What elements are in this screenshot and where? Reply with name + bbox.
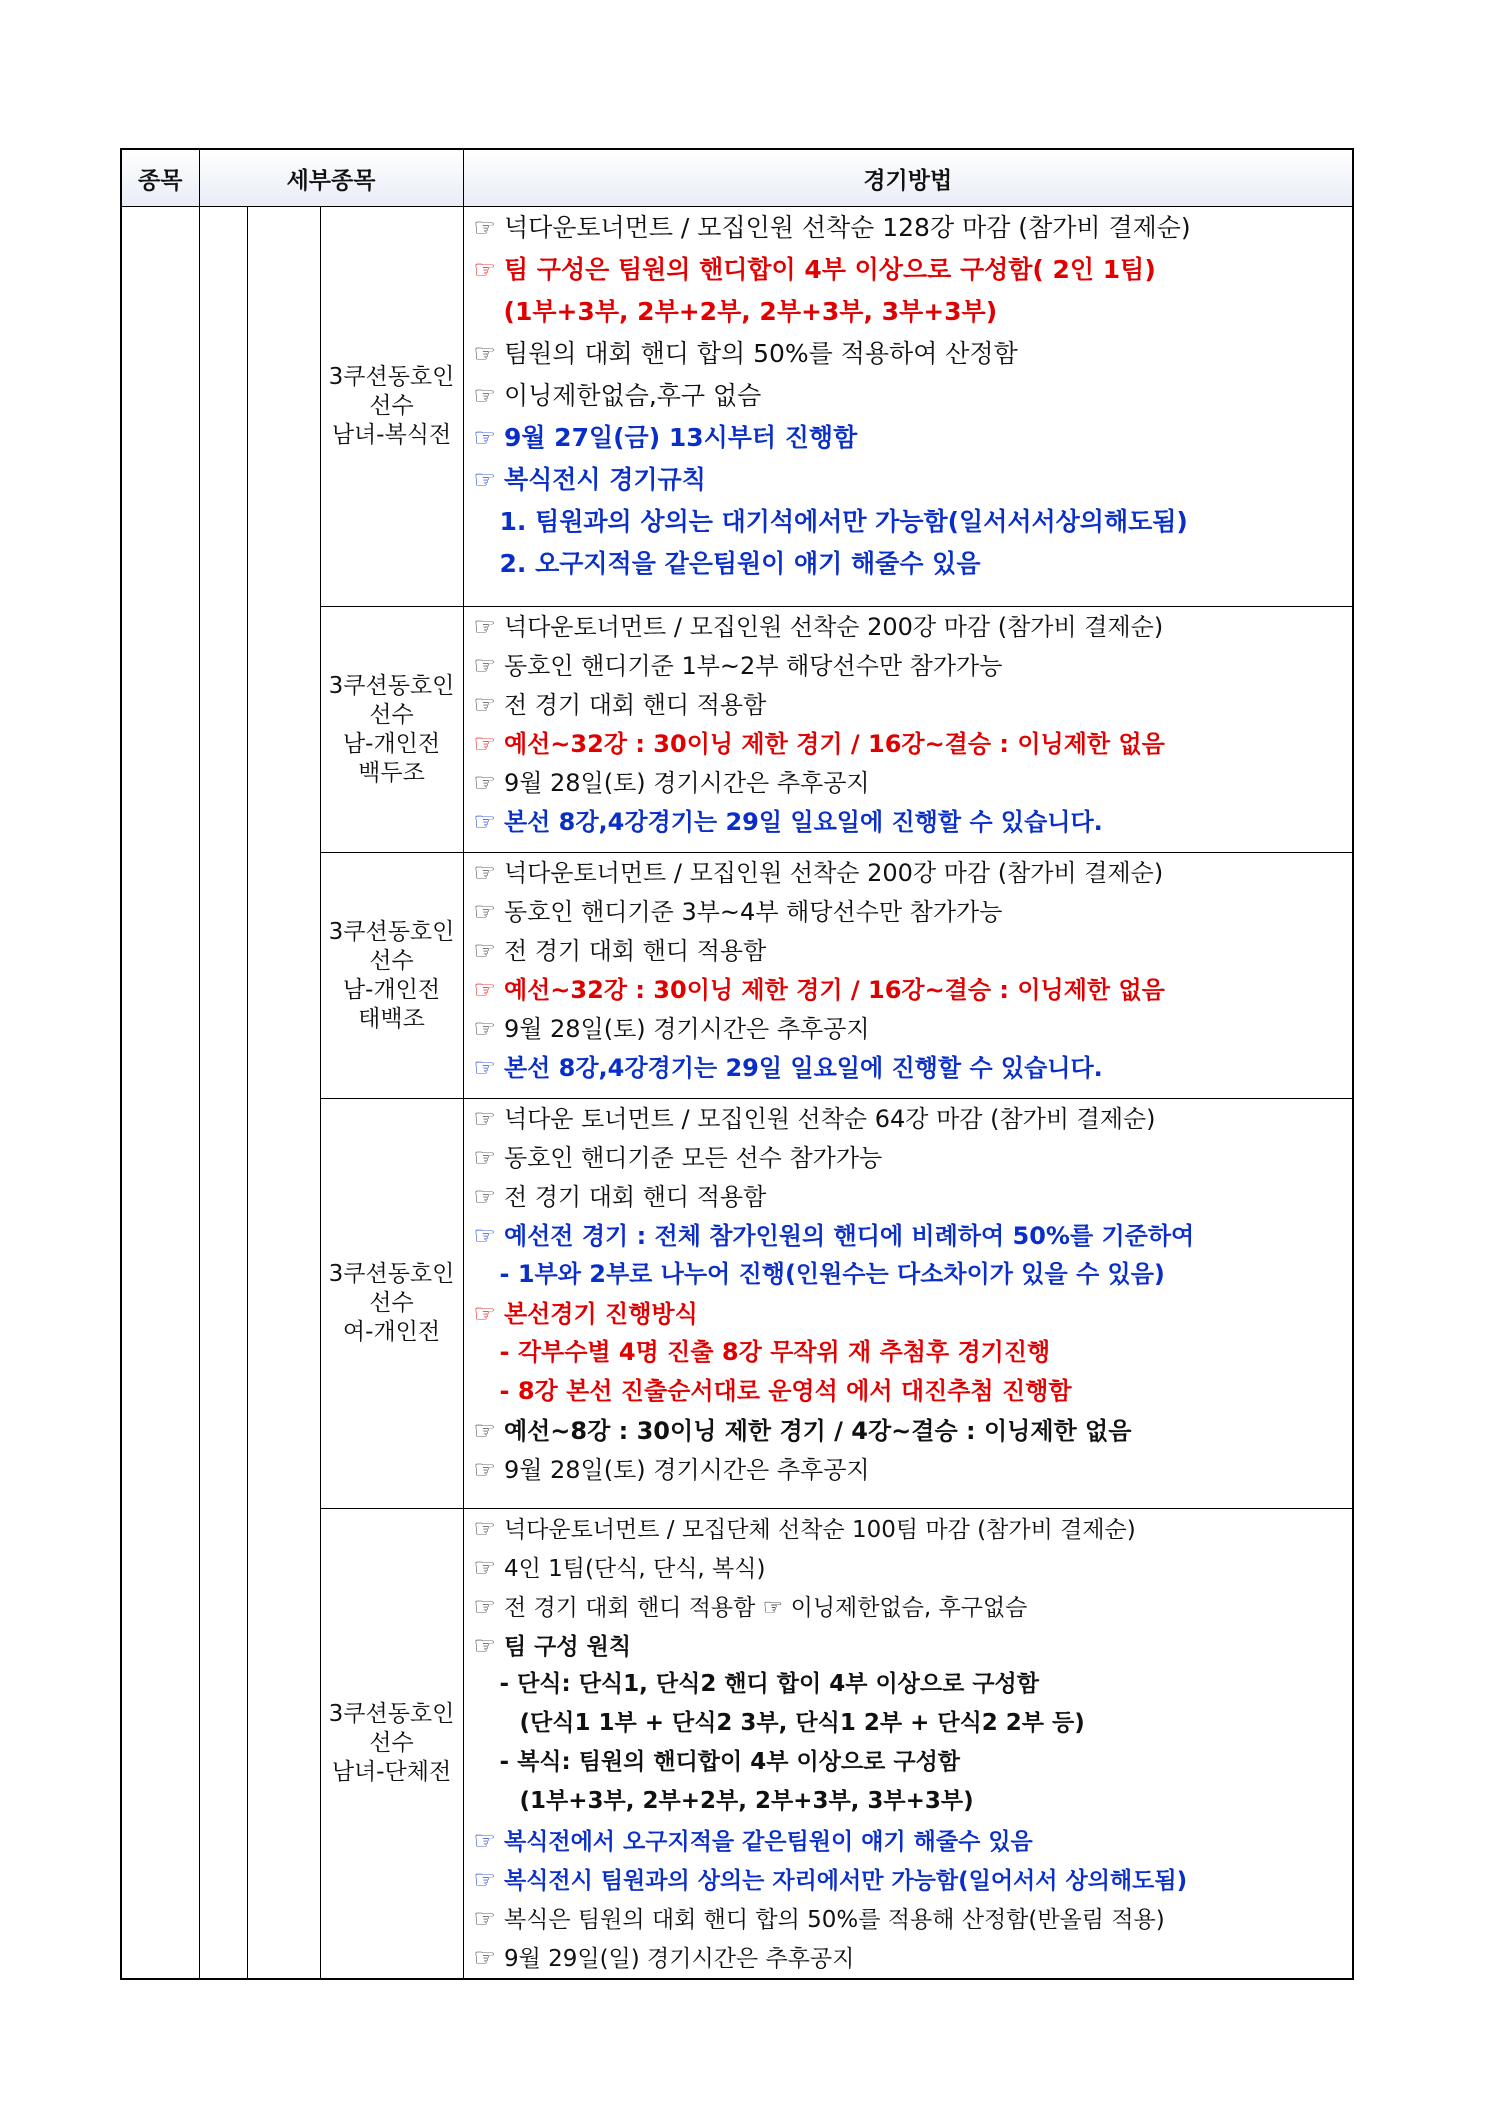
pointing-hand-icon: ☞ [473, 858, 496, 887]
rule-line [474, 931, 1353, 970]
table-header-row [121, 149, 1353, 207]
pointing-hand-icon: ☞ [473, 807, 496, 836]
rule-text: 동호인 핸디기준 3부~4부 해당선수만 참가가능 [503, 898, 1003, 926]
rule-text: 예선~32강 : 30이닝 제한 경기 / 16강~결승 : 이닝제한 없음 [503, 976, 1165, 1004]
pointing-hand-icon: ☞ [473, 1104, 496, 1133]
rule-text: 전 경기 대회 핸디 적용함 [503, 1183, 767, 1211]
rule-text: 9월 28일(토) 경기시간은 추후공지 [503, 769, 870, 797]
rule-line [474, 207, 1353, 249]
rule-line [474, 417, 1353, 459]
rule-text: - 단식: 단식1, 단식2 핸디 합이 4부 이상으로 구성함 [499, 1671, 1039, 1697]
pointing-hand-icon: ☞ [473, 381, 496, 410]
pointing-hand-icon: ☞ [473, 213, 496, 242]
pointing-hand-icon: ☞ [473, 1182, 496, 1211]
pointing-hand-icon: ☞ [473, 975, 496, 1004]
sub-event-line: 선수 [369, 393, 414, 419]
rule-line [474, 892, 1353, 931]
rule-text: 팀 구성은 팀원의 핸디합이 4부 이상으로 구성함( 2인 1팀) [503, 255, 1156, 284]
rule-text: - 복식: 팀원의 핸디합이 4부 이상으로 구성함 [499, 1749, 961, 1775]
rule-line [474, 1899, 1353, 1938]
rule-line [474, 1372, 1353, 1411]
match-method-cell [463, 1509, 1353, 1979]
rule-text: 9월 28일(토) 경기시간은 추후공지 [503, 1456, 870, 1484]
pointing-hand-icon: ☞ [473, 255, 496, 284]
match-method-cell [463, 1099, 1353, 1509]
rule-text: - 1부와 2부로 나누어 진행(인원수는 다소차이가 있을 수 있음) [499, 1260, 1165, 1288]
rule-line [474, 249, 1353, 291]
pointing-hand-icon: ☞ [473, 651, 496, 680]
sub-event-name [320, 853, 463, 1099]
sub-event-line: 여-개인전 [342, 1319, 441, 1345]
rule-text: 4인 1팀(단식, 단식, 복식) [503, 1556, 766, 1582]
rule-text: - 각부수별 4명 진출 8강 무작위 재 추첨후 경기진행 [499, 1338, 1051, 1366]
blank-cell [247, 207, 320, 1979]
rule-line [474, 1509, 1353, 1548]
pointing-hand-icon: ☞ [473, 1904, 496, 1933]
rule-line [474, 1216, 1353, 1255]
rule-line [474, 1099, 1353, 1138]
rules-table [120, 148, 1354, 1980]
rule-line [474, 1548, 1353, 1587]
pointing-hand-icon: ☞ [473, 1631, 496, 1660]
rule-line [474, 1743, 1353, 1782]
rule-line [474, 724, 1353, 763]
sub-event-line: 선수 [369, 947, 414, 974]
rule-line [474, 802, 1353, 841]
rule-line [474, 375, 1353, 417]
rule-text: 예선~8강 : 30이닝 제한 경기 / 4강~결승 : 이닝제한 없음 [503, 1417, 1132, 1445]
header-match-method: 경기방법 [463, 149, 1353, 207]
rule-line [474, 1009, 1353, 1048]
rule-line [474, 763, 1353, 802]
rule-text: 9월 28일(토) 경기시간은 추후공지 [503, 1015, 870, 1043]
pointing-hand-icon: ☞ [473, 1455, 496, 1484]
pointing-hand-icon: ☞ [473, 936, 496, 965]
pointing-hand-icon: ☞ [473, 1299, 496, 1328]
rule-line [474, 853, 1353, 892]
rule-line [474, 1333, 1353, 1372]
rule-text: 본선 8강,4강경기는 29일 일요일에 진행할 수 있습니다. [503, 1054, 1103, 1082]
rule-line [474, 1938, 1353, 1977]
sub-event-line: 3쿠션동호인 [328, 918, 455, 945]
pointing-hand-icon: ☞ [473, 690, 496, 719]
rule-text: 넉다운토너먼트 / 모집인원 선착순 128강 마감 (참가비 결제순) [503, 213, 1191, 242]
rule-text: 이닝제한없슴,후구 없슴 [503, 381, 762, 410]
rule-line [474, 1587, 1353, 1626]
rule-line [474, 1138, 1353, 1177]
pointing-hand-icon: ☞ [473, 465, 496, 494]
pointing-hand-icon: ☞ [473, 1592, 496, 1621]
sub-event-line: 태백조 [358, 1005, 425, 1032]
pointing-hand-icon: ☞ [473, 1553, 496, 1582]
rule-text: 2. 오구지적을 같은팀원이 얘기 해줄수 있음 [499, 549, 981, 578]
rule-line [474, 1048, 1353, 1087]
rule-text: 전 경기 대회 핸디 적용함 ☞ 이닝제한없슴, 후구없슴 [503, 1595, 1028, 1621]
sub-event-name [320, 1509, 463, 1979]
sub-event-line: 3쿠션동호인 [328, 1700, 455, 1727]
pointing-hand-icon: ☞ [473, 729, 496, 758]
rule-line [474, 333, 1353, 375]
sub-event-line: 백두조 [358, 759, 425, 786]
pointing-hand-icon: ☞ [473, 768, 496, 797]
rule-text: 예선~32강 : 30이닝 제한 경기 / 16강~결승 : 이닝제한 없음 [503, 730, 1165, 758]
header-event: 종목 [121, 149, 199, 207]
rule-line [474, 685, 1353, 724]
sub-event-line: 선수 [369, 1290, 414, 1316]
blank-cell [199, 207, 247, 1979]
rule-text: 복식은 팀원의 대회 핸디 합의 50%를 적용해 산정함(반올림 적용) [503, 1907, 1165, 1933]
pointing-hand-icon: ☞ [473, 1826, 496, 1855]
rule-line [474, 646, 1353, 685]
rule-text: 넉다운토너먼트 / 모집단체 선착순 100팀 마감 (참가비 결제순) [503, 1517, 1136, 1543]
pointing-hand-icon: ☞ [473, 612, 496, 641]
pointing-hand-icon: ☞ [473, 1943, 496, 1972]
rule-line [474, 1821, 1353, 1860]
match-method-cell [463, 853, 1353, 1099]
event-rules-table [120, 148, 1352, 1992]
rule-line [474, 501, 1353, 543]
rule-text: 넉다운 토너먼트 / 모집인원 선착순 64강 마감 (참가비 결제순) [503, 1105, 1156, 1133]
section-row [121, 207, 1353, 607]
rule-line [474, 607, 1353, 646]
rule-text: 9월 27일(금) 13시부터 진행함 [503, 423, 858, 452]
rule-line [474, 291, 1353, 333]
rule-text: 넉다운토너먼트 / 모집인원 선착순 200강 마감 (참가비 결제순) [503, 613, 1164, 641]
rule-text: 복식전에서 오구지적을 같은팀원이 얘기 해줄수 있음 [503, 1829, 1033, 1855]
rule-line [474, 459, 1353, 501]
rule-text: 동호인 핸디기준 1부~2부 해당선수만 참가가능 [503, 652, 1003, 680]
rule-line [474, 1450, 1353, 1489]
sub-event-line: 3쿠션동호인 [328, 672, 455, 699]
sub-event-line: 3쿠션동호인 [328, 364, 455, 390]
rule-text: 동호인 핸디기준 모든 선수 참가가능 [503, 1144, 883, 1172]
rule-line [474, 970, 1353, 1009]
sub-event-name [320, 1099, 463, 1509]
rule-text: - 8강 본선 진출순서대로 운영석 에서 대진추첨 진행함 [499, 1377, 1072, 1405]
rule-text: 예선전 경기 : 전체 참가인원의 핸디에 비례하여 50%를 기준하여 [503, 1222, 1195, 1250]
pointing-hand-icon: ☞ [473, 1416, 496, 1445]
rule-text: 복식전시 경기규칙 [503, 465, 706, 494]
pointing-hand-icon: ☞ [473, 1053, 496, 1082]
rule-line [474, 1665, 1353, 1704]
rule-line [474, 1626, 1353, 1665]
sub-event-line: 남-개인전 [342, 730, 441, 757]
rule-text: 복식전시 팀원과의 상의는 자리에서만 가능함(일어서서 상의해도됨) [503, 1868, 1188, 1894]
rule-text: 본선경기 진행방식 [503, 1300, 698, 1328]
rule-line [474, 1177, 1353, 1216]
rule-line [474, 1255, 1353, 1294]
rule-text: 전 경기 대회 핸디 적용함 [503, 937, 767, 965]
rule-line [474, 1411, 1353, 1450]
rule-text: 넉다운토너먼트 / 모집인원 선착순 200강 마감 (참가비 결제순) [503, 859, 1164, 887]
sub-event-line: 남녀-단체전 [331, 1758, 452, 1785]
rule-line [474, 1704, 1353, 1743]
rule-line [474, 543, 1353, 585]
pointing-hand-icon: ☞ [473, 423, 496, 452]
rule-text: 9월 29일(일) 경기시간은 추후공지 [503, 1946, 855, 1972]
pointing-hand-icon: ☞ [473, 1865, 496, 1894]
rule-text: 1. 팀원과의 상의는 대기석에서만 가능함(일서서서상의해도됨) [499, 507, 1188, 536]
sub-event-line: 선수 [369, 701, 414, 728]
rule-line [474, 1782, 1353, 1821]
pointing-hand-icon: ☞ [473, 339, 496, 368]
blank-cell [121, 207, 199, 1979]
sub-event-line: 남녀-복식전 [331, 422, 452, 448]
sub-event-line: 선수 [369, 1729, 414, 1756]
rule-text: (1부+3부, 2부+2부, 2부+3부, 3부+3부) [519, 1788, 974, 1814]
sub-event-line: 3쿠션동호인 [328, 1261, 455, 1287]
rule-text: 팀 구성 원칙 [503, 1634, 632, 1660]
rule-line [474, 1294, 1353, 1333]
rule-text: (단식1 1부 + 단식2 3부, 단식1 2부 + 단식2 2부 등) [519, 1710, 1085, 1736]
sub-event-name [320, 607, 463, 853]
pointing-hand-icon: ☞ [473, 1514, 496, 1543]
match-method-cell [463, 607, 1353, 853]
sub-event-name [320, 207, 463, 607]
pointing-hand-icon: ☞ [473, 1221, 496, 1250]
rule-text: 팀원의 대회 핸디 합의 50%를 적용하여 산정함 [503, 339, 1018, 368]
pointing-hand-icon: ☞ [473, 897, 496, 926]
header-sub-event: 세부종목 [199, 149, 463, 207]
pointing-hand-icon: ☞ [473, 1143, 496, 1172]
pointing-hand-icon: ☞ [473, 1014, 496, 1043]
rule-text: 본선 8강,4강경기는 29일 일요일에 진행할 수 있습니다. [503, 808, 1103, 836]
match-method-cell [463, 207, 1353, 607]
rule-text: (1부+3부, 2부+2부, 2부+3부, 3부+3부) [503, 297, 998, 326]
sub-event-line: 남-개인전 [342, 976, 441, 1003]
rule-text: 전 경기 대회 핸디 적용함 [503, 691, 767, 719]
rule-line [474, 1860, 1353, 1899]
